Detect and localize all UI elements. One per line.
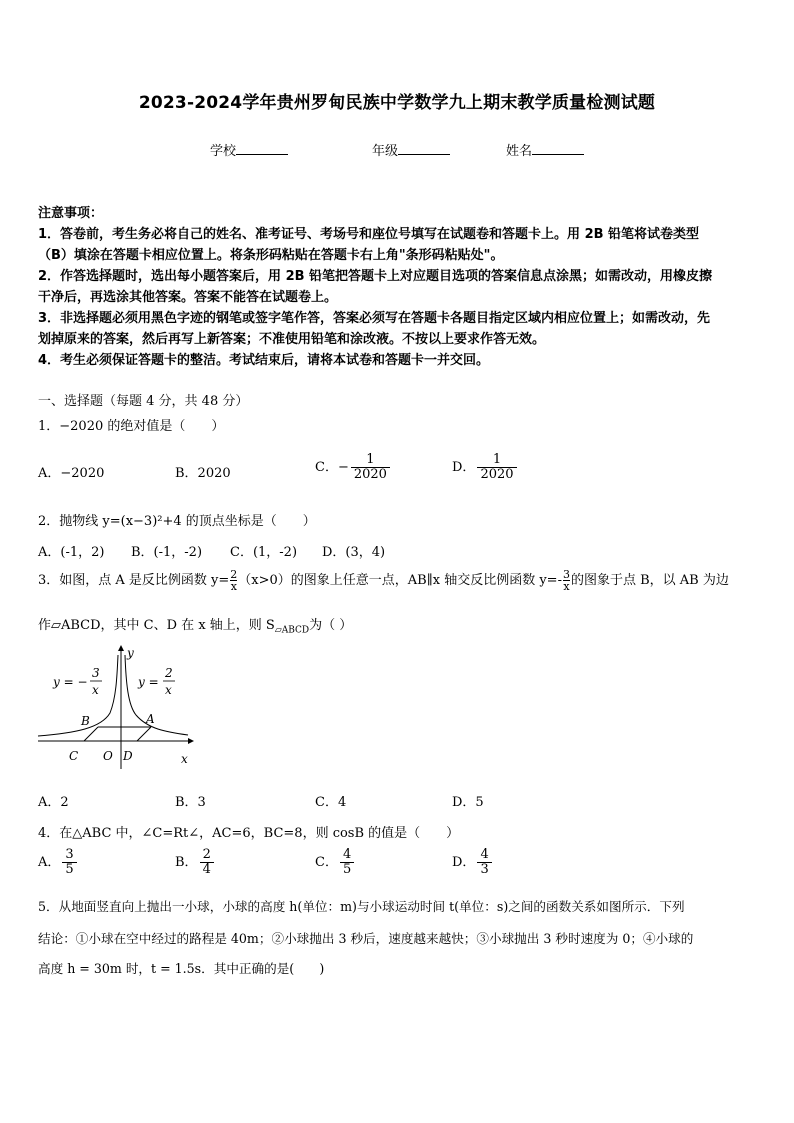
note-2a: 2．作答选择题时，选出每小题答案后，用 2B 铅笔把答题卡上对应题目选项的答案信息点涂黑；如需改动，用橡皮擦 — [38, 269, 713, 284]
q1-c-num: 1 — [366, 452, 375, 467]
curve-left — [38, 655, 118, 736]
q2-option-c: C．(1，-2) — [230, 545, 298, 560]
q4-a-den: 5 — [62, 862, 76, 877]
q4-a-fraction — [62, 848, 76, 877]
grade-blank — [398, 142, 450, 155]
grade-label: 年级 — [372, 144, 399, 159]
name-blank — [532, 142, 584, 155]
fig-label-y: y — [127, 646, 134, 660]
q4-d-fraction — [477, 848, 491, 877]
q4-d-num: 4 — [480, 847, 489, 862]
fig-label-a: A — [146, 712, 155, 726]
fig-label-c: C — [69, 749, 79, 763]
q1-option-c — [315, 453, 392, 482]
q1-d-num: 1 — [492, 452, 502, 467]
q1-option-b: B．2020 — [175, 466, 231, 481]
q3-fraction-2 — [563, 569, 570, 592]
fig-label-b: B — [81, 714, 90, 728]
q5-line-2: 结论：①小球在空中经过的路程是 40m；②小球抛出 3 秒后，速度越来越快；③小球抛出 3 秒时速度为 0；④小球的 — [38, 931, 694, 946]
note-3b: 划掉原来的答案，然后再写上新答案；不准使用铅笔和涂改液。不按以上要求作答无效。 — [38, 332, 546, 347]
q4-c-num: 4 — [342, 847, 352, 862]
q3-stem-line1 — [38, 569, 758, 592]
q4-option-a — [38, 848, 79, 877]
q3-option-c: C．4 — [315, 795, 347, 810]
fig-label-o: O — [103, 749, 113, 763]
q2-option-b: B．(-1，-2) — [131, 545, 203, 560]
q2-option-d: D．(3，4) — [322, 545, 386, 560]
fig-left-func: y = − — [53, 675, 88, 689]
segment-ad — [137, 727, 151, 741]
note-1a: 1．答卷前，考生务必将自己的姓名、准考证号、考场号和座位号填写在试题卷和答题卡上。用 2B 铅笔将试卷类型 — [38, 227, 700, 242]
school-field — [210, 140, 288, 159]
q3-stem-b1: 作▱ABCD，其中 C、D 在 x 轴上，则 S — [38, 618, 275, 633]
q1-option-d-prefix: D． — [452, 460, 476, 475]
q4-option-c — [315, 848, 356, 877]
q4-b-fraction — [200, 848, 214, 877]
q1-c-den: 2020 — [351, 467, 390, 482]
fig-right-den: x — [165, 683, 172, 697]
fig-label-x: x — [181, 752, 188, 766]
q4-stem: 4．在△ABC 中，∠C=Rt∠，AC=6，BC=8，则 cosB 的值是（ ） — [38, 826, 460, 841]
fig-left-num: 3 — [92, 666, 100, 680]
q3-f2-num: 3 — [562, 568, 570, 581]
q3-fraction-1 — [230, 569, 237, 592]
q5-line-3: 高度 h = 30m 时，t = 1.5s．其中正确的是( ) — [38, 961, 325, 976]
q4-a-prefix: A． — [38, 855, 61, 870]
q3-f1-den: x — [230, 580, 237, 593]
q4-a-num: 3 — [65, 847, 74, 862]
notes-block — [38, 203, 758, 371]
q4-b-den: 4 — [200, 862, 214, 877]
q4-b-prefix: B． — [175, 855, 198, 870]
q3-f2-den: x — [563, 580, 570, 593]
q1-option-c-fraction — [351, 453, 390, 482]
q3-option-a: A．2 — [38, 795, 69, 810]
q1-option-a: A．−2020 — [38, 466, 105, 481]
q3-stem-a3: 的图象于点 B，以 AB 为边 — [570, 573, 729, 588]
name-field — [506, 140, 584, 159]
q4-c-fraction — [340, 848, 354, 877]
q4-option-d — [452, 848, 494, 877]
q2-option-a: A．(-1，2) — [38, 545, 105, 560]
fig-label-d: D — [123, 749, 133, 763]
q2-stem: 2．抛物线 y=(x−3)²+4 的顶点坐标是（ ） — [38, 514, 316, 529]
q3-stem-b2: 为（ ） — [309, 618, 353, 633]
curve-right — [125, 655, 188, 735]
q3-stem-line2 — [38, 614, 352, 636]
q1-d-den: 2020 — [477, 467, 516, 482]
q4-d-prefix: D． — [452, 855, 476, 870]
note-2b: 干净后，再选涂其他答案。答案不能答在试题卷上。 — [38, 290, 338, 305]
note-1b: （B）填涂在答题卡相应位置上。将条形码粘贴在答题卡右上角"条形码粘贴处"。 — [38, 248, 504, 263]
q3-stem-sub: ▱ABCD — [274, 625, 310, 636]
q1-stem: 1．−2020 的绝对值是（ ） — [38, 419, 225, 434]
q4-option-b — [175, 848, 216, 877]
school-label: 学校 — [210, 144, 237, 159]
q1-option-d — [452, 453, 519, 482]
q4-c-prefix: C． — [315, 855, 338, 870]
q3-stem-a2: （x>0）的图象上任意一点，AB∥x 轴交反比例函数 y=- — [238, 573, 562, 588]
grade-field — [372, 140, 450, 159]
q3-f1-num: 2 — [230, 568, 238, 581]
name-label: 姓名 — [506, 144, 533, 159]
section-title: 一、选择题（每题 4 分，共 48 分） — [38, 394, 249, 409]
q1-option-d-fraction — [477, 453, 516, 482]
q3-option-d: D．5 — [452, 795, 484, 810]
page-title: 2023-2024学年贵州罗甸民族中学数学九上期末教学质量检测试题 — [138, 93, 656, 113]
q5-line-1: 5．从地面竖直向上抛出一小球，小球的高度 h(单位：m)与小球运动时间 t(单位：s)之间的函数关系如图所示．下列 — [38, 899, 685, 914]
q4-b-num: 2 — [202, 847, 211, 862]
school-blank — [236, 142, 288, 155]
q1-option-c-prefix: C．− — [315, 460, 349, 475]
notes-title: 注意事项： — [38, 206, 104, 221]
q3-option-b: B．3 — [175, 795, 206, 810]
fig-left-den: x — [92, 683, 99, 697]
q3-stem-a1: 3．如图，点 A 是反比例函数 y= — [38, 573, 230, 588]
note-4: 4．考生必须保证答题卡的整洁。考试结束后，请将本试卷和答题卡一并交回。 — [38, 353, 490, 368]
note-3a: 3．非选择题必须用黑色字迹的钢笔或签字笔作答，答案必须写在答题卡各题目指定区域内相应位置上；如需改动，先 — [38, 311, 711, 326]
fig-right-func: y = — [138, 675, 159, 689]
q4-d-den: 3 — [477, 862, 491, 877]
q4-c-den: 5 — [340, 862, 354, 877]
fig-right-num: 2 — [165, 666, 173, 680]
q3-figure — [36, 643, 196, 773]
